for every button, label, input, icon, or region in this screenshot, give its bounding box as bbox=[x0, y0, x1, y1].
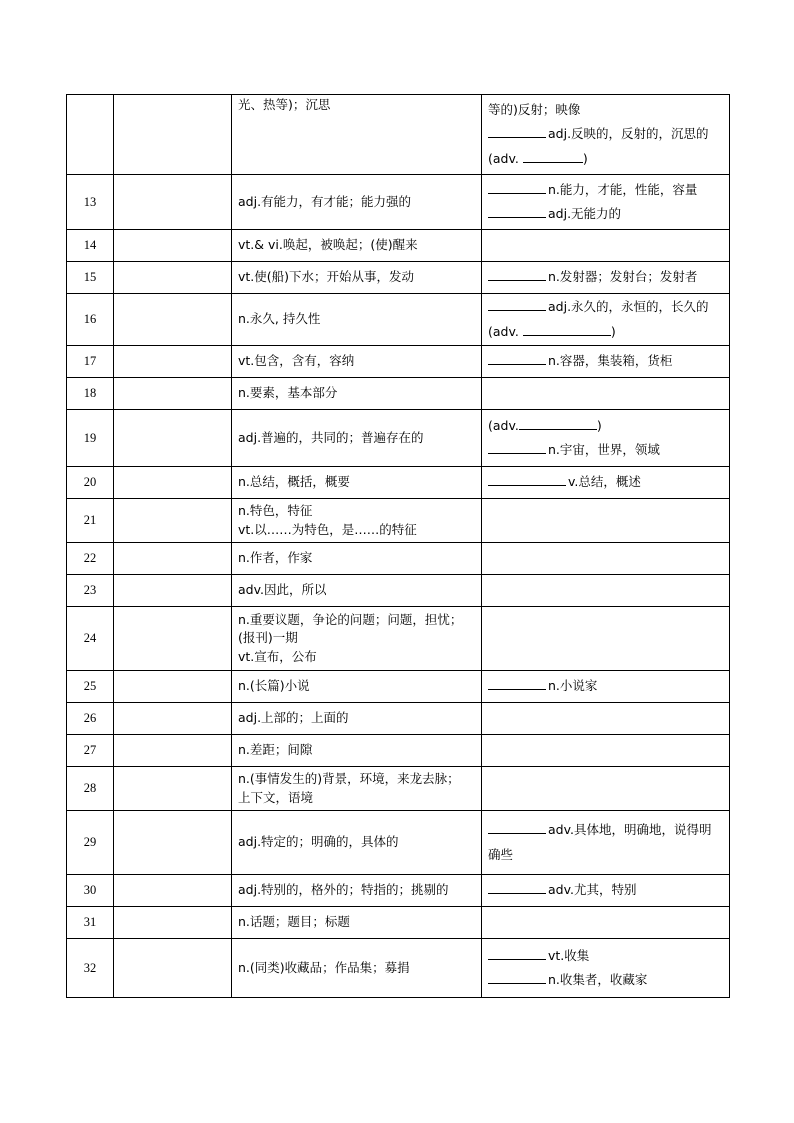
meaning-cell bbox=[232, 671, 482, 703]
meaning-text: n.(同类)收藏品；作品集；募捐 bbox=[238, 959, 410, 975]
derivative-line bbox=[488, 178, 723, 202]
derivative-line bbox=[488, 878, 723, 902]
table-row bbox=[67, 767, 730, 811]
answer-blank[interactable] bbox=[523, 323, 611, 336]
derivative-line bbox=[488, 295, 723, 319]
word-answer-cell[interactable] bbox=[114, 294, 232, 346]
row-number: 19 bbox=[67, 410, 114, 467]
table-row bbox=[67, 939, 730, 998]
derivative-cell bbox=[482, 607, 730, 671]
table-row bbox=[67, 907, 730, 939]
meaning-cell bbox=[232, 703, 482, 735]
word-answer-cell[interactable] bbox=[114, 543, 232, 575]
word-answer-cell[interactable] bbox=[114, 467, 232, 499]
derivative-cell bbox=[482, 575, 730, 607]
table-row bbox=[67, 378, 730, 410]
answer-blank[interactable] bbox=[488, 821, 546, 834]
meaning-text: vt.包含，含有，容纳 bbox=[238, 353, 355, 369]
derivative-cell bbox=[482, 767, 730, 811]
derivative-cell bbox=[482, 95, 730, 175]
meaning-text: vt.& vi.唤起，被唤起；(使)醒来 bbox=[238, 237, 418, 253]
row-number: 32 bbox=[67, 939, 114, 998]
derivative-line bbox=[488, 674, 723, 698]
row-number: 25 bbox=[67, 671, 114, 703]
derivative-line bbox=[488, 944, 723, 968]
row-number: 27 bbox=[67, 735, 114, 767]
word-answer-cell[interactable] bbox=[114, 575, 232, 607]
row-number: 30 bbox=[67, 875, 114, 907]
word-answer-cell[interactable] bbox=[114, 346, 232, 378]
table-row bbox=[67, 175, 730, 230]
derivative-line bbox=[488, 968, 723, 992]
meaning-cell bbox=[232, 499, 482, 543]
meaning-cell bbox=[232, 378, 482, 410]
word-answer-cell[interactable] bbox=[114, 735, 232, 767]
derivative-cell bbox=[482, 378, 730, 410]
meaning-text: n.总结，概括，概要 bbox=[238, 474, 350, 490]
derivative-cell bbox=[482, 939, 730, 998]
table-row bbox=[67, 875, 730, 907]
row-number: 31 bbox=[67, 907, 114, 939]
meaning-text: adj.上部的；上面的 bbox=[238, 710, 349, 726]
derivative-line bbox=[488, 438, 723, 462]
derivative-line bbox=[488, 265, 723, 289]
word-answer-cell[interactable] bbox=[114, 175, 232, 230]
meaning-text: n.(事情发生的)背景，环境，来龙去脉； bbox=[238, 771, 460, 787]
table-row bbox=[67, 671, 730, 703]
derivative-line bbox=[488, 147, 723, 171]
table-row bbox=[67, 499, 730, 543]
meaning-cell bbox=[232, 735, 482, 767]
row-number: 14 bbox=[67, 230, 114, 262]
meaning-text: adj.有能力，有才能；能力强的 bbox=[238, 193, 412, 209]
derivative-cell bbox=[482, 735, 730, 767]
meaning-cell bbox=[232, 294, 482, 346]
derivative-cell bbox=[482, 499, 730, 543]
answer-blank[interactable] bbox=[488, 181, 546, 194]
row-number: 16 bbox=[67, 294, 114, 346]
answer-blank[interactable] bbox=[488, 125, 546, 138]
meaning-text: adj.特定的；明确的，具体的 bbox=[238, 834, 399, 850]
meaning-text: vt.使(船)下水；开始从事，发动 bbox=[238, 269, 415, 285]
word-answer-cell[interactable] bbox=[114, 378, 232, 410]
vocabulary-table bbox=[66, 94, 730, 998]
derivative-cell bbox=[482, 294, 730, 346]
table-row bbox=[67, 467, 730, 499]
closing-paren: ) bbox=[610, 323, 616, 339]
derivative-line bbox=[488, 470, 723, 494]
derivative-cell bbox=[482, 543, 730, 575]
closing-paren: ) bbox=[596, 417, 602, 433]
table-row bbox=[67, 262, 730, 294]
meaning-cell bbox=[232, 410, 482, 467]
derivative-line bbox=[488, 320, 723, 344]
meaning-text: n.要素，基本部分 bbox=[238, 385, 338, 401]
meaning-text: adv.因此，所以 bbox=[238, 582, 327, 598]
answer-blank[interactable] bbox=[488, 947, 546, 960]
derivative-cell bbox=[482, 346, 730, 378]
answer-blank[interactable] bbox=[488, 881, 546, 894]
table-row bbox=[67, 575, 730, 607]
word-answer-cell[interactable] bbox=[114, 499, 232, 543]
row-number: 18 bbox=[67, 378, 114, 410]
table-row bbox=[67, 346, 730, 378]
row-number: 22 bbox=[67, 543, 114, 575]
word-answer-cell[interactable] bbox=[114, 875, 232, 907]
word-answer-cell[interactable] bbox=[114, 907, 232, 939]
row-number: 21 bbox=[67, 499, 114, 543]
table-row bbox=[67, 735, 730, 767]
answer-blank[interactable] bbox=[488, 205, 546, 218]
table-row bbox=[67, 294, 730, 346]
derivative-text: vt.收集 bbox=[548, 947, 590, 963]
derivative-text: adj.无能力的 bbox=[548, 206, 622, 221]
derivative-line bbox=[488, 843, 723, 867]
derivative-text: adj.反映的，反射的，沉思的 bbox=[548, 126, 709, 142]
table-row bbox=[67, 607, 730, 671]
derivative-text: 等的)反射；映像 bbox=[488, 102, 581, 118]
derivative-line bbox=[488, 414, 723, 438]
meaning-text: n.作者，作家 bbox=[238, 550, 313, 566]
derivative-cell bbox=[482, 811, 730, 875]
derivative-line bbox=[488, 818, 723, 842]
meaning-cell bbox=[232, 811, 482, 875]
meaning-text: adj.普遍的，共同的；普遍存在的 bbox=[238, 429, 424, 445]
row-number: 13 bbox=[67, 175, 114, 230]
word-answer-cell[interactable] bbox=[114, 607, 232, 671]
row-number: 24 bbox=[67, 607, 114, 671]
meaning-cell bbox=[232, 907, 482, 939]
word-answer-cell[interactable] bbox=[114, 939, 232, 998]
answer-blank[interactable] bbox=[523, 150, 583, 163]
derivative-text: (adv. bbox=[488, 323, 523, 339]
meaning-text: n.(长篇)小说 bbox=[238, 678, 310, 694]
word-answer-cell[interactable] bbox=[114, 703, 232, 735]
meaning-text: n.差距；间隙 bbox=[238, 742, 313, 758]
derivative-text: (adv. bbox=[488, 150, 523, 166]
word-answer-cell[interactable] bbox=[114, 230, 232, 262]
derivative-cell bbox=[482, 875, 730, 907]
derivative-line bbox=[488, 202, 723, 226]
meaning-text: adj.特别的，格外的；特指的；挑剔的 bbox=[238, 882, 449, 898]
table-row bbox=[67, 95, 730, 175]
meaning-text: vt.宣布，公布 bbox=[238, 648, 317, 664]
table-row bbox=[67, 703, 730, 735]
vocabulary-rows bbox=[67, 95, 730, 998]
table-row bbox=[67, 410, 730, 467]
derivative-text: adv.具体地，明确地，说得明 bbox=[548, 822, 712, 838]
answer-blank[interactable] bbox=[519, 417, 597, 430]
row-number: 17 bbox=[67, 346, 114, 378]
meaning-cell bbox=[232, 262, 482, 294]
derivative-text: n.发射器；发射台；发射者 bbox=[548, 269, 698, 285]
derivative-cell bbox=[482, 467, 730, 499]
answer-blank[interactable] bbox=[488, 268, 546, 281]
meaning-cell bbox=[232, 230, 482, 262]
derivative-cell bbox=[482, 907, 730, 939]
derivative-cell bbox=[482, 671, 730, 703]
word-answer-cell[interactable] bbox=[114, 811, 232, 875]
derivative-line bbox=[488, 122, 723, 146]
derivative-text: n.容器，集装箱，货柜 bbox=[548, 353, 673, 369]
derivative-text: (adv. bbox=[488, 417, 519, 433]
derivative-cell bbox=[482, 410, 730, 467]
derivative-text: n.宇宙，世界，领域 bbox=[548, 442, 660, 457]
answer-blank[interactable] bbox=[488, 473, 566, 486]
meaning-text: n.特色，特征 bbox=[238, 503, 313, 519]
row-number bbox=[67, 95, 114, 175]
derivative-line bbox=[488, 349, 723, 373]
row-number: 29 bbox=[67, 811, 114, 875]
derivative-cell bbox=[482, 230, 730, 262]
table-row bbox=[67, 230, 730, 262]
row-number: 20 bbox=[67, 467, 114, 499]
word-answer-cell[interactable] bbox=[114, 767, 232, 811]
derivative-text: adj.永久的，永恒的，长久的 bbox=[548, 299, 709, 315]
derivative-text: n.收集者，收藏家 bbox=[548, 972, 648, 987]
meaning-text: 光、热等)；沉思 bbox=[238, 97, 331, 112]
answer-blank[interactable] bbox=[488, 441, 546, 454]
row-number: 23 bbox=[67, 575, 114, 607]
word-answer-cell[interactable] bbox=[114, 671, 232, 703]
row-number: 28 bbox=[67, 767, 114, 811]
answer-blank[interactable] bbox=[488, 298, 546, 311]
meaning-cell bbox=[232, 767, 482, 811]
derivative-cell bbox=[482, 703, 730, 735]
row-number: 15 bbox=[67, 262, 114, 294]
derivative-text: adv.尤其，特别 bbox=[548, 882, 637, 898]
meaning-cell bbox=[232, 875, 482, 907]
closing-paren: ) bbox=[582, 150, 588, 166]
meaning-cell bbox=[232, 543, 482, 575]
meaning-cell bbox=[232, 607, 482, 671]
derivative-text: n.能力，才能，性能，容量 bbox=[548, 181, 698, 197]
word-answer-cell[interactable] bbox=[114, 95, 232, 175]
meaning-text: n.永久, 持久性 bbox=[238, 311, 321, 327]
word-answer-cell[interactable] bbox=[114, 262, 232, 294]
meaning-cell bbox=[232, 95, 482, 175]
table-row bbox=[67, 811, 730, 875]
meaning-text: n.话题；题目；标题 bbox=[238, 914, 350, 930]
derivative-line bbox=[488, 98, 723, 122]
row-number: 26 bbox=[67, 703, 114, 735]
answer-blank[interactable] bbox=[488, 971, 546, 984]
meaning-text: 上下文，语境 bbox=[238, 789, 314, 805]
derivative-cell bbox=[482, 262, 730, 294]
meaning-cell bbox=[232, 346, 482, 378]
derivative-text: 确些 bbox=[488, 846, 514, 862]
meaning-text: vt.以……为特色，是……的特征 bbox=[238, 521, 417, 537]
word-answer-cell[interactable] bbox=[114, 410, 232, 467]
table-row bbox=[67, 543, 730, 575]
meaning-cell bbox=[232, 175, 482, 230]
derivative-text: v.总结，概述 bbox=[568, 474, 641, 490]
meaning-text: n.重要议题，争论的问题；问题，担忧； bbox=[238, 612, 463, 628]
meaning-cell bbox=[232, 939, 482, 998]
meaning-cell bbox=[232, 575, 482, 607]
derivative-cell bbox=[482, 175, 730, 230]
answer-blank[interactable] bbox=[488, 677, 546, 690]
derivative-text: n.小说家 bbox=[548, 678, 598, 694]
answer-blank[interactable] bbox=[488, 352, 546, 365]
meaning-cell bbox=[232, 467, 482, 499]
meaning-text: (报刊)一期 bbox=[238, 630, 298, 646]
